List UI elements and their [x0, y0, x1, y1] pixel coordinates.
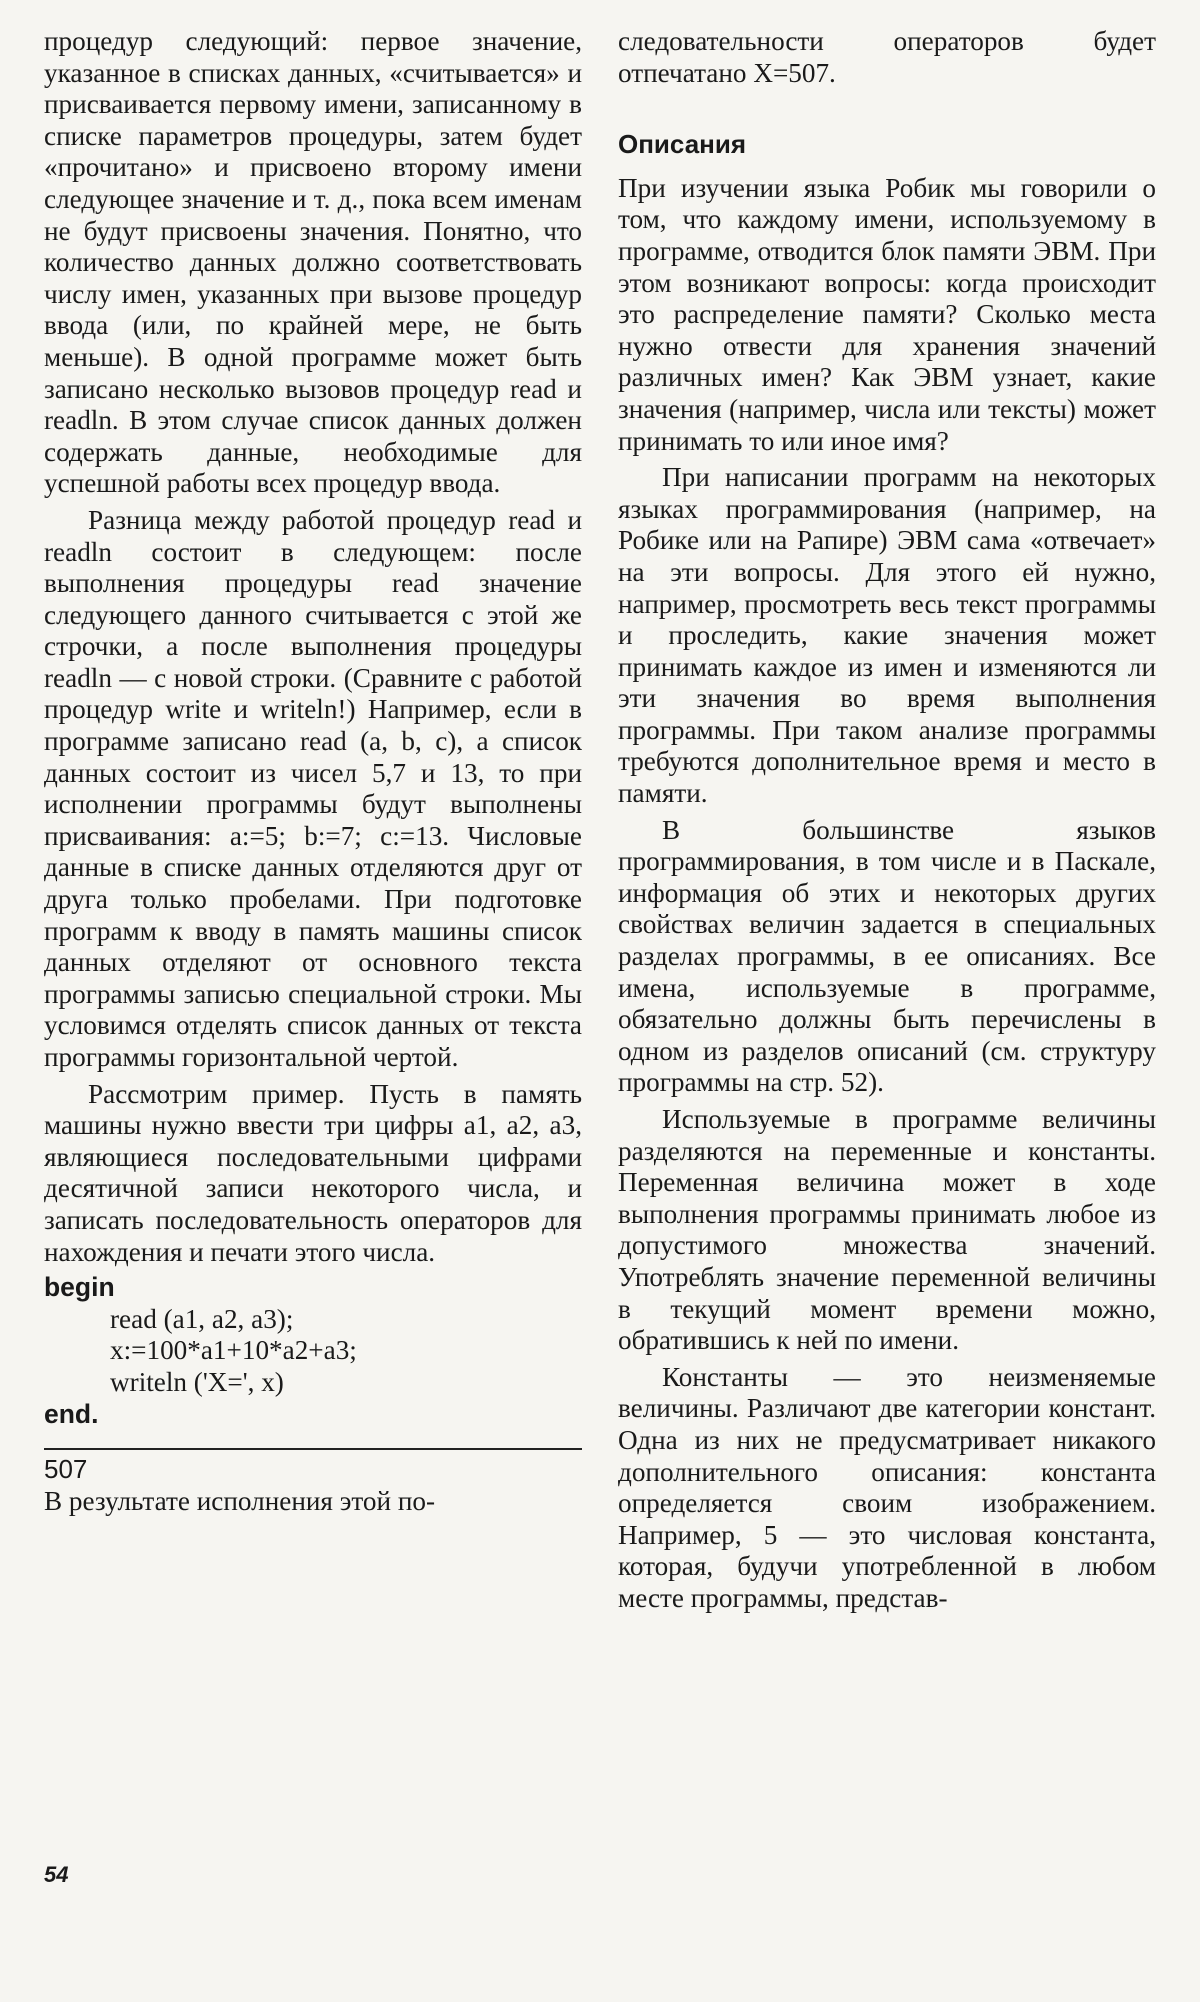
code-line-assign: x:=100*a1+10*a2+a3;: [110, 1335, 357, 1366]
input-data-line: 507: [44, 1454, 88, 1485]
right-paragraph-6: Константы — это неизменяемые величины. Различают две категории констант. Одна из них не предусматривает никакого дополнительного описания: константа определяется своим изображением. Например, 5 — это числовая константа, которая, будучи употребленной в любом месте программы, представ-: [618, 1361, 1156, 1613]
page-number: 54: [44, 1862, 69, 1887]
right-paragraph-5: Используемые в программе величины разделяются на переменные и константы. Переменная величина может в ходе выполнения программы принимать любое из допустимого множества значений. Употреблять значение переменной величины в текущий момент времени можно, обратившись к ней по имени.: [618, 1104, 1156, 1356]
left-paragraph-3: Рассмотрим пример. Пусть в память машины нужно ввести три цифры a1, a2, a3, являющиеся последовательными цифрами десятичной записи некоторого числа, и записать последовательность операторов для нахождения и печати этого числа.: [44, 1078, 582, 1267]
right-paragraph-1: следовательности операторов будет отпечатано X=507.: [618, 26, 1156, 88]
right-column: [618, 26, 1156, 1615]
code-line-read: read (a1, a2, a3);: [110, 1303, 294, 1334]
code-begin: begin: [44, 1272, 115, 1303]
section-heading: Описания: [618, 129, 747, 160]
code-end: end.: [44, 1398, 99, 1429]
code-block: [44, 1272, 582, 1430]
left-paragraph-2: Разница между работой процедур read и readln состоит в следующем: после выполнения процедуры read значение следующего данного считывается с этой же строчки, а после выполнения процедуры readln — с новой строки. (Сравните с работой процедур write и writeln!) Например, если в программе записано read (a, b, c), а список данных состоит из чисел 5,7 и 13, то при исполнении программы будут выполнены присваивания: a:=5; b:=7; c:=13. Числовые данные в списке данных отделяются друг от друга только пробелами. При подготовке программ к вводу в память машины список данных отделяют от основного текста программы записью специальной строки. Мы условимся отделять список данных от текста программы горизонтальной чертой.: [44, 504, 582, 1072]
right-paragraph-2: При изучении языка Робик мы говорили о том, что каждому имени, используемому в программе, отводится блок памяти ЭВМ. При этом возникают вопросы: когда происходит это распределение памяти? Сколько места нужно отвести для хранения значений различных имен? Как ЭВМ узнает, какие значения (например, числа или тексты) может принимать то или иное имя?: [618, 172, 1156, 456]
code-line-writeln: writeln ('X=', x): [110, 1366, 284, 1397]
right-paragraph-4: В большинстве языков программирования, в том числе и в Паскале, информация об этих и некоторых других свойствах величин задается в специальных разделах программы, в ее описаниях. Все имена, используемые в программе, обязательно должны быть перечислены в одном из разделов описаний (см. структуру программы на стр. 52).: [618, 814, 1156, 1098]
data-separator-line: [44, 1448, 582, 1450]
left-paragraph-4: В результате исполнения этой по-: [44, 1485, 436, 1516]
left-column: [44, 26, 582, 1517]
right-paragraph-3: При написании программ на некоторых языках программирования (например, на Робике или на Рапире) ЭВМ сама «отвечает» на эти вопросы. Для этого ей нужно, например, просмотреть весь текст программы и проследить, какие значения может принимать каждое из имен и изменяются ли эти значения во время выполнения программы. При таком анализе программы требуются дополнительное время и место в памяти.: [618, 462, 1156, 809]
left-paragraph-1: процедур следующий: первое значение, указанное в списках данных, «считывается» и присваивается первому имени, записанному в списке параметров процедуры, затем будет «прочитано» и присвоено второму имени следующее значение и т. д., пока всем именам не будут присвоены значения. Понятно, что количество данных должно соответствовать числу имен, указанных при вызове процедур ввода (или, по крайней мере, не быть меньше). В одной программе может быть записано несколько вызовов процедур read и readln. В этом случае список данных должен содержать данные, необходимые для успешной работы всех процедур ввода.: [44, 26, 582, 499]
